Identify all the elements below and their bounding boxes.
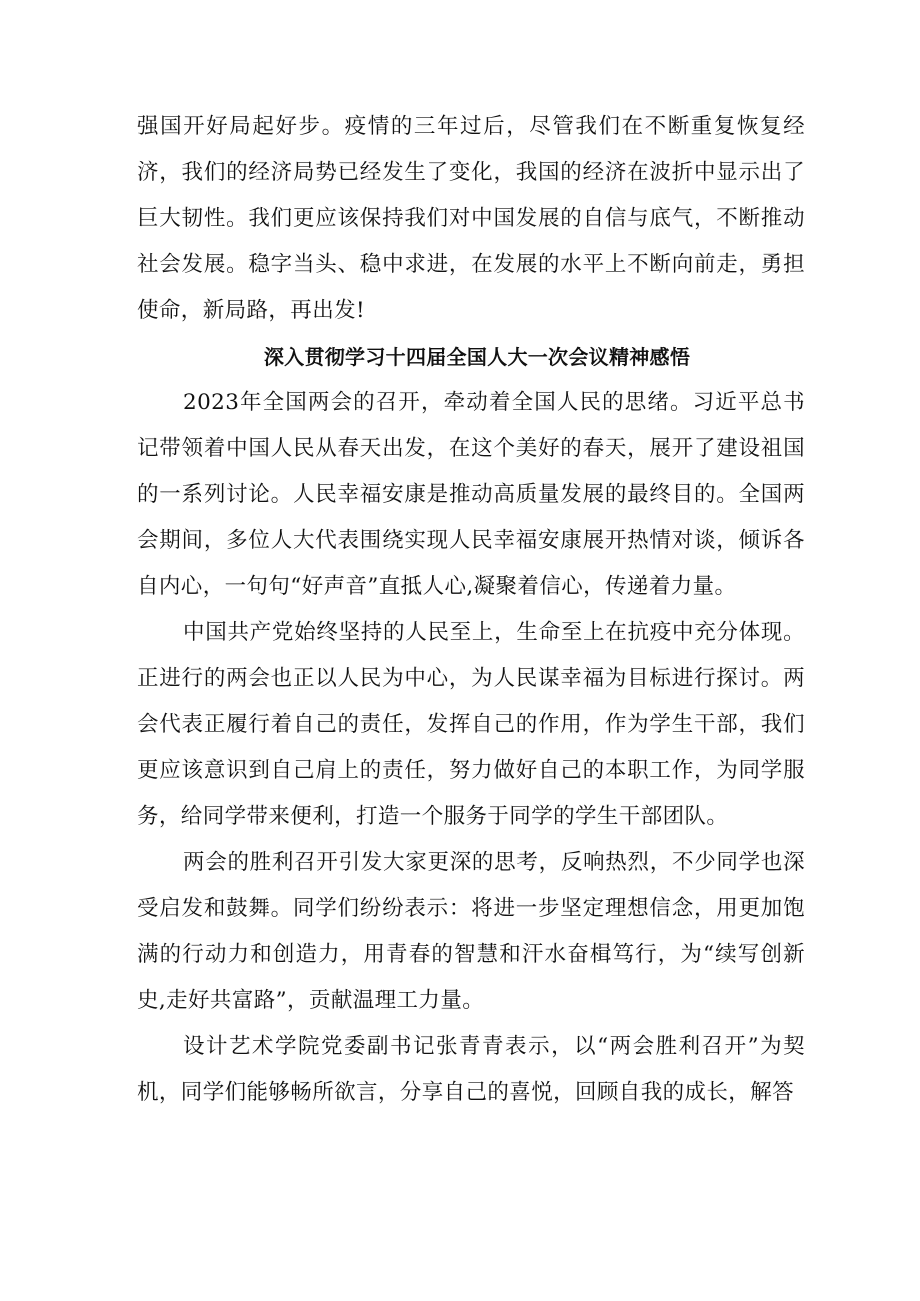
intro-paragraph: 强国开好局起好步。疫情的三年过后，尽管我们在不断重复恢复经济，我们的经济局势已经发生了变化，我国的经济在波折中显示出了巨大韧性。我们更应该保持我们对中国发展的自信与底气，不断推动社会发展。稳字当头、稳中求进，在发展的水平上不断向前走，勇担使命，新局路，再出发! xyxy=(137,114,805,323)
paragraph-2: 中国共产党始终坚持的人民至上，生命至上在抗疫中充分体现。正进行的两会也正以人民为中心，为人民谋幸福为目标进行探讨。两会代表正履行着自己的责任，发挥自己的作用，作为学生干部，我们更应该意识到自己肩上的责任，努力做好自己的本职工作，为同学服务，给同学带来便利，打造一个服务于同学的学生干部团队。 xyxy=(137,620,805,829)
paragraph-3: 两会的胜利召开引发大家更深的思考，反响热烈，不少同学也深受启发和鼓舞。同学们纷纷表示：将进一步坚定理想信念，用更加饱满的行动力和创造力，用青春的智慧和汗水奋楫笃行，为“续写创新史,走好共富路”，贡献温理工力量。 xyxy=(137,850,805,1013)
section-title: 深入贯彻学习十四届全国人大一次会议精神感悟 xyxy=(263,345,691,369)
paragraph-1: 2023年全国两会的召开，牵动着全国人民的思绪。习近平总书记带领着中国人民从春天出发，在这个美好的春天，展开了建设祖国的一系列讨论。人民幸福安康是推动高质量发展的最终目的。全国两会期间，多位人大代表围绕实现人民幸福安康展开热情对谈，倾诉各自内心，一句句“好声音”直抵人心,凝聚着信心，传递着力量。 xyxy=(137,390,805,599)
document-body xyxy=(137,104,805,1116)
paragraph-4: 设计艺术学院党委副书记张青青表示，以“两会胜利召开”为契机，同学们能够畅所欲言，分享自己的喜悦，回顾自我的成长，解答 xyxy=(137,1034,805,1105)
